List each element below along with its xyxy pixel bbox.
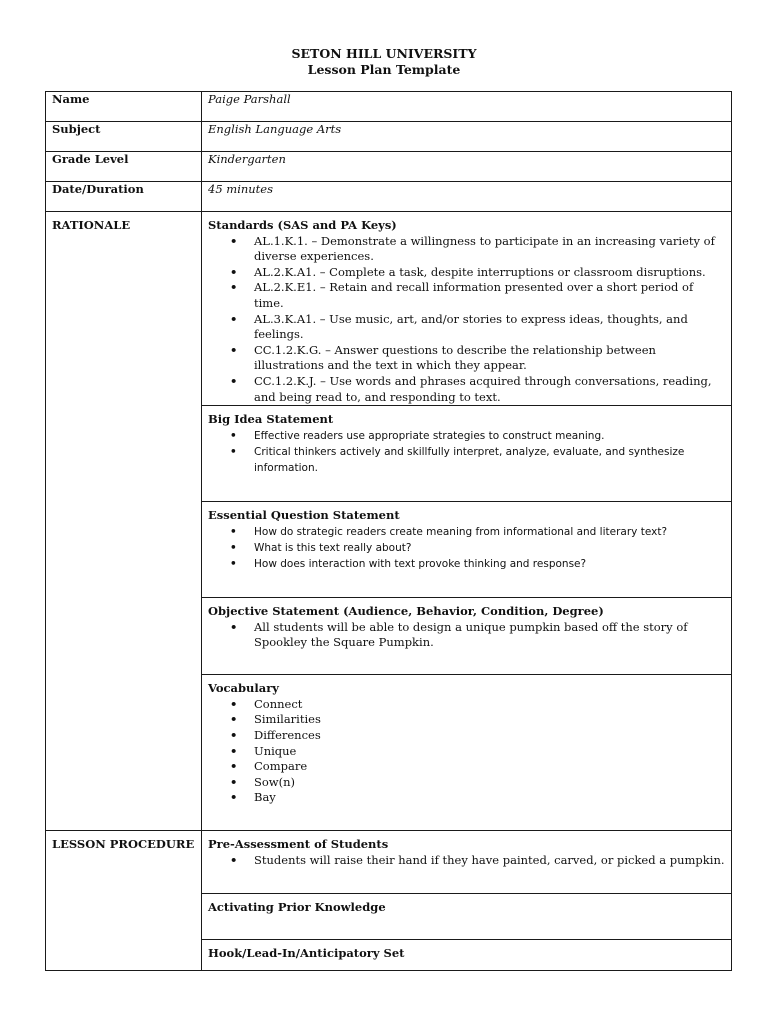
info-row-grade-level — [46, 152, 732, 182]
vocabulary-section — [202, 675, 732, 831]
list-item: • Effective readers use appropriate strategies to construct meaning. — [230, 428, 725, 444]
list-item: • CC.1.2.K.J. – Use words and phrases acquired through conversations, reading, and being read to, and responding to text. — [230, 374, 725, 405]
standards-list — [208, 234, 725, 406]
list-item: • All students will be able to design a unique pumpkin based off the story of Spookley the Square Pumpkin. — [230, 620, 725, 651]
list-item: • Similarities — [230, 712, 725, 728]
row-value: Paige Parshall — [202, 92, 732, 122]
list-item: • What is this text really about? — [230, 540, 725, 556]
objective-list — [208, 620, 725, 651]
big-idea-section — [202, 406, 732, 502]
essential-question-list — [208, 524, 725, 572]
row-label: Grade Level — [46, 152, 202, 182]
row-value: Kindergarten — [202, 152, 732, 182]
list-item: • Critical thinkers actively and skillfully interpret, analyze, evaluate, and synthesize information. — [230, 444, 725, 476]
objective-title: Objective Statement (Audience, Behavior, Condition, Degree) — [208, 604, 604, 619]
big-idea-list — [208, 428, 725, 476]
essential-question-title: Essential Question Statement — [208, 508, 400, 523]
row-label: Date/Duration — [46, 182, 202, 212]
rationale-label: RATIONALE — [46, 212, 202, 831]
vocabulary-list — [208, 697, 725, 806]
lesson-procedure-label: LESSON PROCEDURE — [46, 831, 202, 971]
document-subtitle: Lesson Plan Template — [307, 62, 461, 77]
prior-knowledge-title: Activating Prior Knowledge — [208, 900, 386, 915]
document-header — [0, 46, 768, 78]
info-row-name — [46, 92, 732, 122]
row-label: Subject — [46, 122, 202, 152]
pre-assessment-row — [46, 831, 732, 894]
objective-section — [202, 598, 732, 675]
list-item: • AL.2.K.A1. – Complete a task, despite interruptions or classroom disruptions. — [230, 265, 725, 281]
row-value: 45 minutes — [202, 182, 732, 212]
standards-title: Standards (SAS and PA Keys) — [208, 218, 397, 232]
standards-section — [202, 212, 732, 406]
essential-question-section — [202, 502, 732, 598]
hook-section — [202, 940, 732, 971]
list-item: • How do strategic readers create meaning from informational and literary text? — [230, 524, 725, 540]
university-title: SETON HILL UNIVERSITY — [291, 46, 477, 61]
list-item: • Bay — [230, 790, 725, 806]
pre-assessment-list — [208, 853, 725, 869]
vocabulary-title: Vocabulary — [208, 681, 279, 696]
pre-assessment-title: Pre-Assessment of Students — [208, 837, 389, 852]
list-item: • Differences — [230, 728, 725, 744]
list-item: • Students will raise their hand if they have painted, carved, or picked a pumpkin. — [230, 853, 725, 869]
list-item: • How does interaction with text provoke thinking and response? — [230, 556, 725, 572]
row-label: Name — [46, 92, 202, 122]
list-item: • CC.1.2.K.G. – Answer questions to describe the relationship between illustrations and the text in which they appear. — [230, 343, 725, 374]
list-item: • Sow(n) — [230, 775, 725, 791]
row-value: English Language Arts — [202, 122, 732, 152]
hook-title: Hook/Lead-In/Anticipatory Set — [208, 946, 405, 961]
list-item: • Unique — [230, 744, 725, 760]
list-item: • AL.2.K.E1. – Retain and recall information presented over a short period of time. — [230, 280, 725, 311]
list-item: • Connect — [230, 697, 725, 713]
info-row-subject — [46, 122, 732, 152]
rationale-standards-row — [46, 212, 732, 406]
list-item: • Compare — [230, 759, 725, 775]
info-row-date-duration — [46, 182, 732, 212]
list-item: • AL.1.K.1. – Demonstrate a willingness to participate in an increasing variety of diverse experiences. — [230, 234, 725, 265]
pre-assessment-section — [202, 831, 732, 894]
big-idea-title: Big Idea Statement — [208, 412, 334, 427]
list-item: • AL.3.K.A1. – Use music, art, and/or stories to express ideas, thoughts, and feelings. — [230, 312, 725, 343]
lesson-plan-table — [45, 91, 732, 971]
prior-knowledge-section — [202, 894, 732, 940]
